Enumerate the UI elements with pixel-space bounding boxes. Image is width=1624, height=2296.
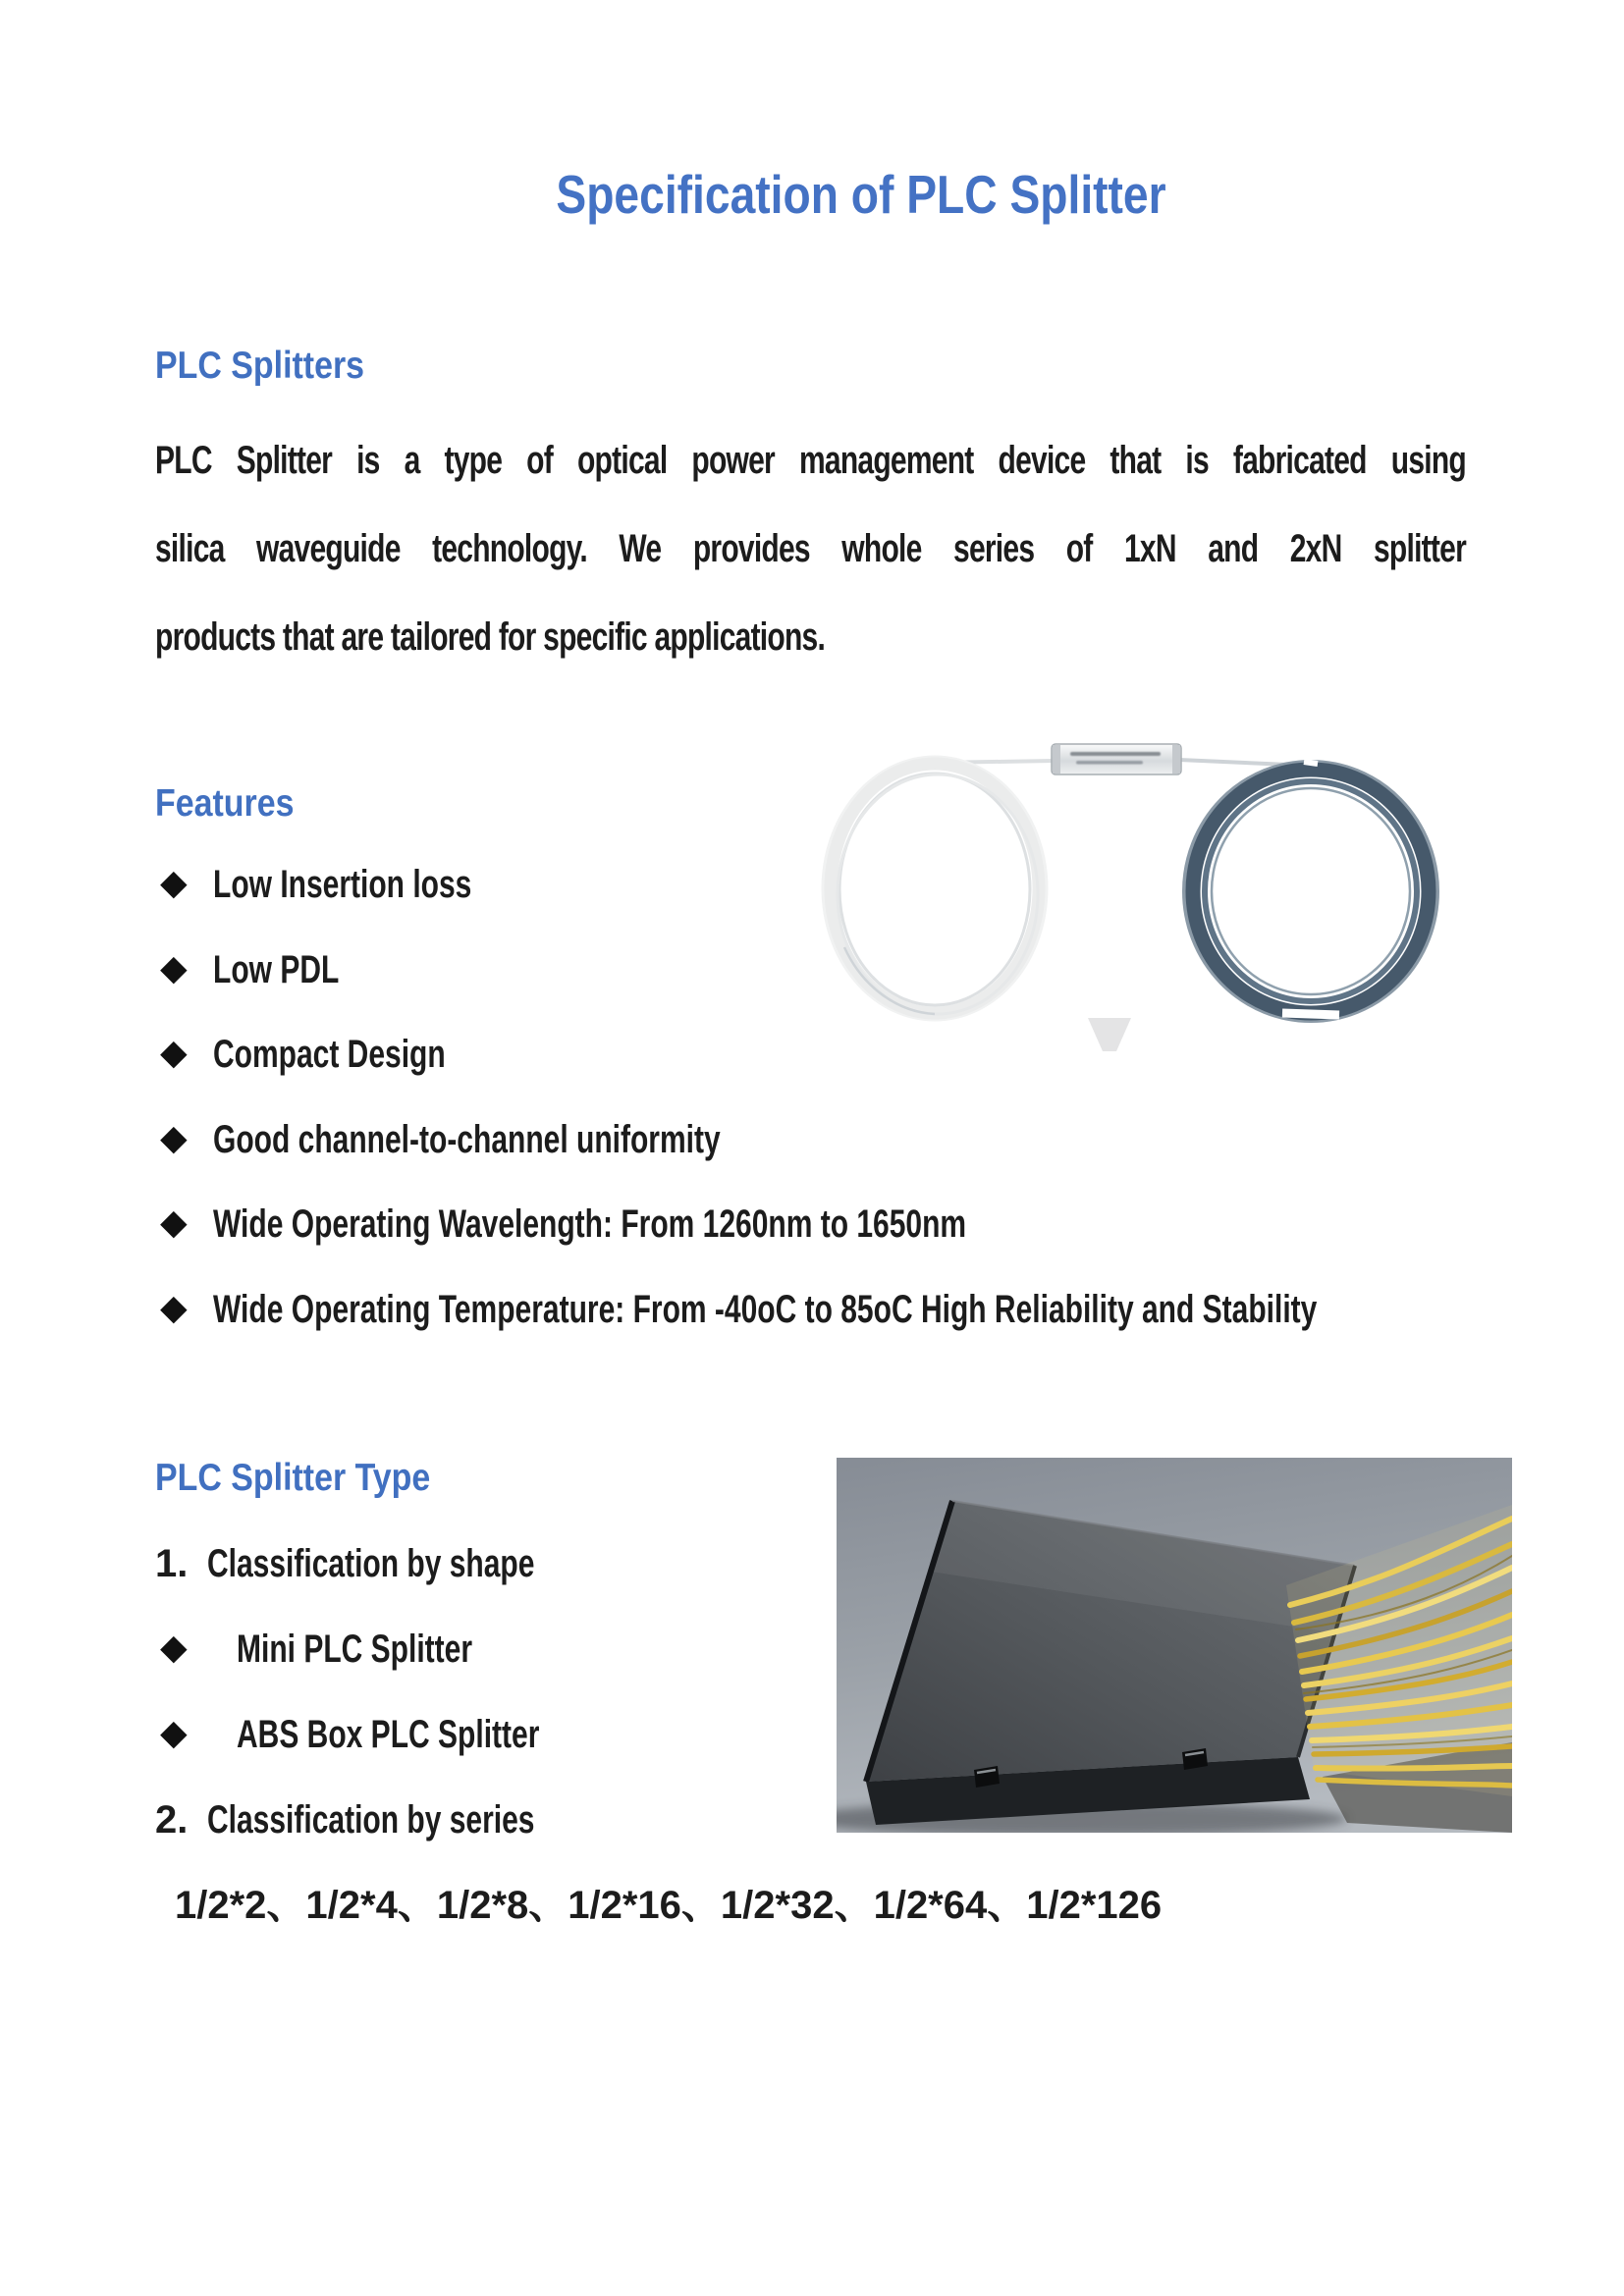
paragraph-line: products that are tailored for specific applications. <box>155 615 826 659</box>
numbered-item-label: Classification by series <box>207 1798 535 1842</box>
diamond-bullet-icon: ◆ <box>160 1118 188 1158</box>
shape-item: ABS Box PLC Splitter <box>237 1713 540 1756</box>
diamond-bullet-icon: ◆ <box>160 948 188 988</box>
feature-item: Wide Operating Wavelength: From 1260nm to 1650nm <box>213 1202 967 1246</box>
heading-features: Features <box>155 782 295 825</box>
white-fiber-coil <box>825 759 1045 1018</box>
mini-splitter-illustration <box>815 731 1443 1075</box>
diamond-bullet-icon: ◆ <box>160 863 188 903</box>
coil-gap-highlight <box>1282 1013 1339 1015</box>
dark-fiber-coil <box>1184 762 1437 1021</box>
abs-box-photo <box>837 1458 1512 1833</box>
paragraph-line: PLC Splitter is a type of optical power management device that is fabricated using <box>155 439 1466 482</box>
feature-item: Low PDL <box>213 948 340 991</box>
triangle-watermark-icon <box>1088 1018 1131 1051</box>
diamond-bullet-icon: ◆ <box>160 1033 188 1073</box>
diamond-bullet-icon: ◆ <box>160 1202 188 1243</box>
feature-item: Wide Operating Temperature: From -40oC to 85oC High Reliability and Stability <box>213 1288 1318 1331</box>
shape-item: Mini PLC Splitter <box>237 1628 472 1671</box>
numbered-item-marker: 2. <box>155 1798 189 1842</box>
numbered-item-label: Classification by shape <box>207 1542 535 1585</box>
heading-plc-splitters: PLC Splitters <box>155 345 365 387</box>
diamond-bullet-icon: ◆ <box>160 1288 188 1328</box>
paragraph-line: silica waveguide technology. We provides whole series of 1xN and 2xN splitter <box>155 527 1466 570</box>
feature-item: Compact Design <box>213 1033 446 1076</box>
diamond-bullet-icon: ◆ <box>160 1713 188 1753</box>
series-list: 1/2*2、1/2*4、1/2*8、1/2*16、1/2*32、1/2*64、1/2*126 <box>175 1884 1163 1927</box>
feature-item: Low Insertion loss <box>213 863 472 906</box>
numbered-item-marker: 1. <box>155 1542 189 1585</box>
mini-splitter-photo <box>815 731 1443 1075</box>
page-title: Specification of PLC Splitter <box>556 164 1166 225</box>
abs-box-illustration <box>837 1458 1512 1833</box>
feature-item: Good channel-to-channel uniformity <box>213 1118 721 1161</box>
diamond-bullet-icon: ◆ <box>160 1628 188 1668</box>
heading-plc-splitter-type: PLC Splitter Type <box>155 1457 431 1499</box>
splitter-steel-tube <box>1052 744 1181 774</box>
